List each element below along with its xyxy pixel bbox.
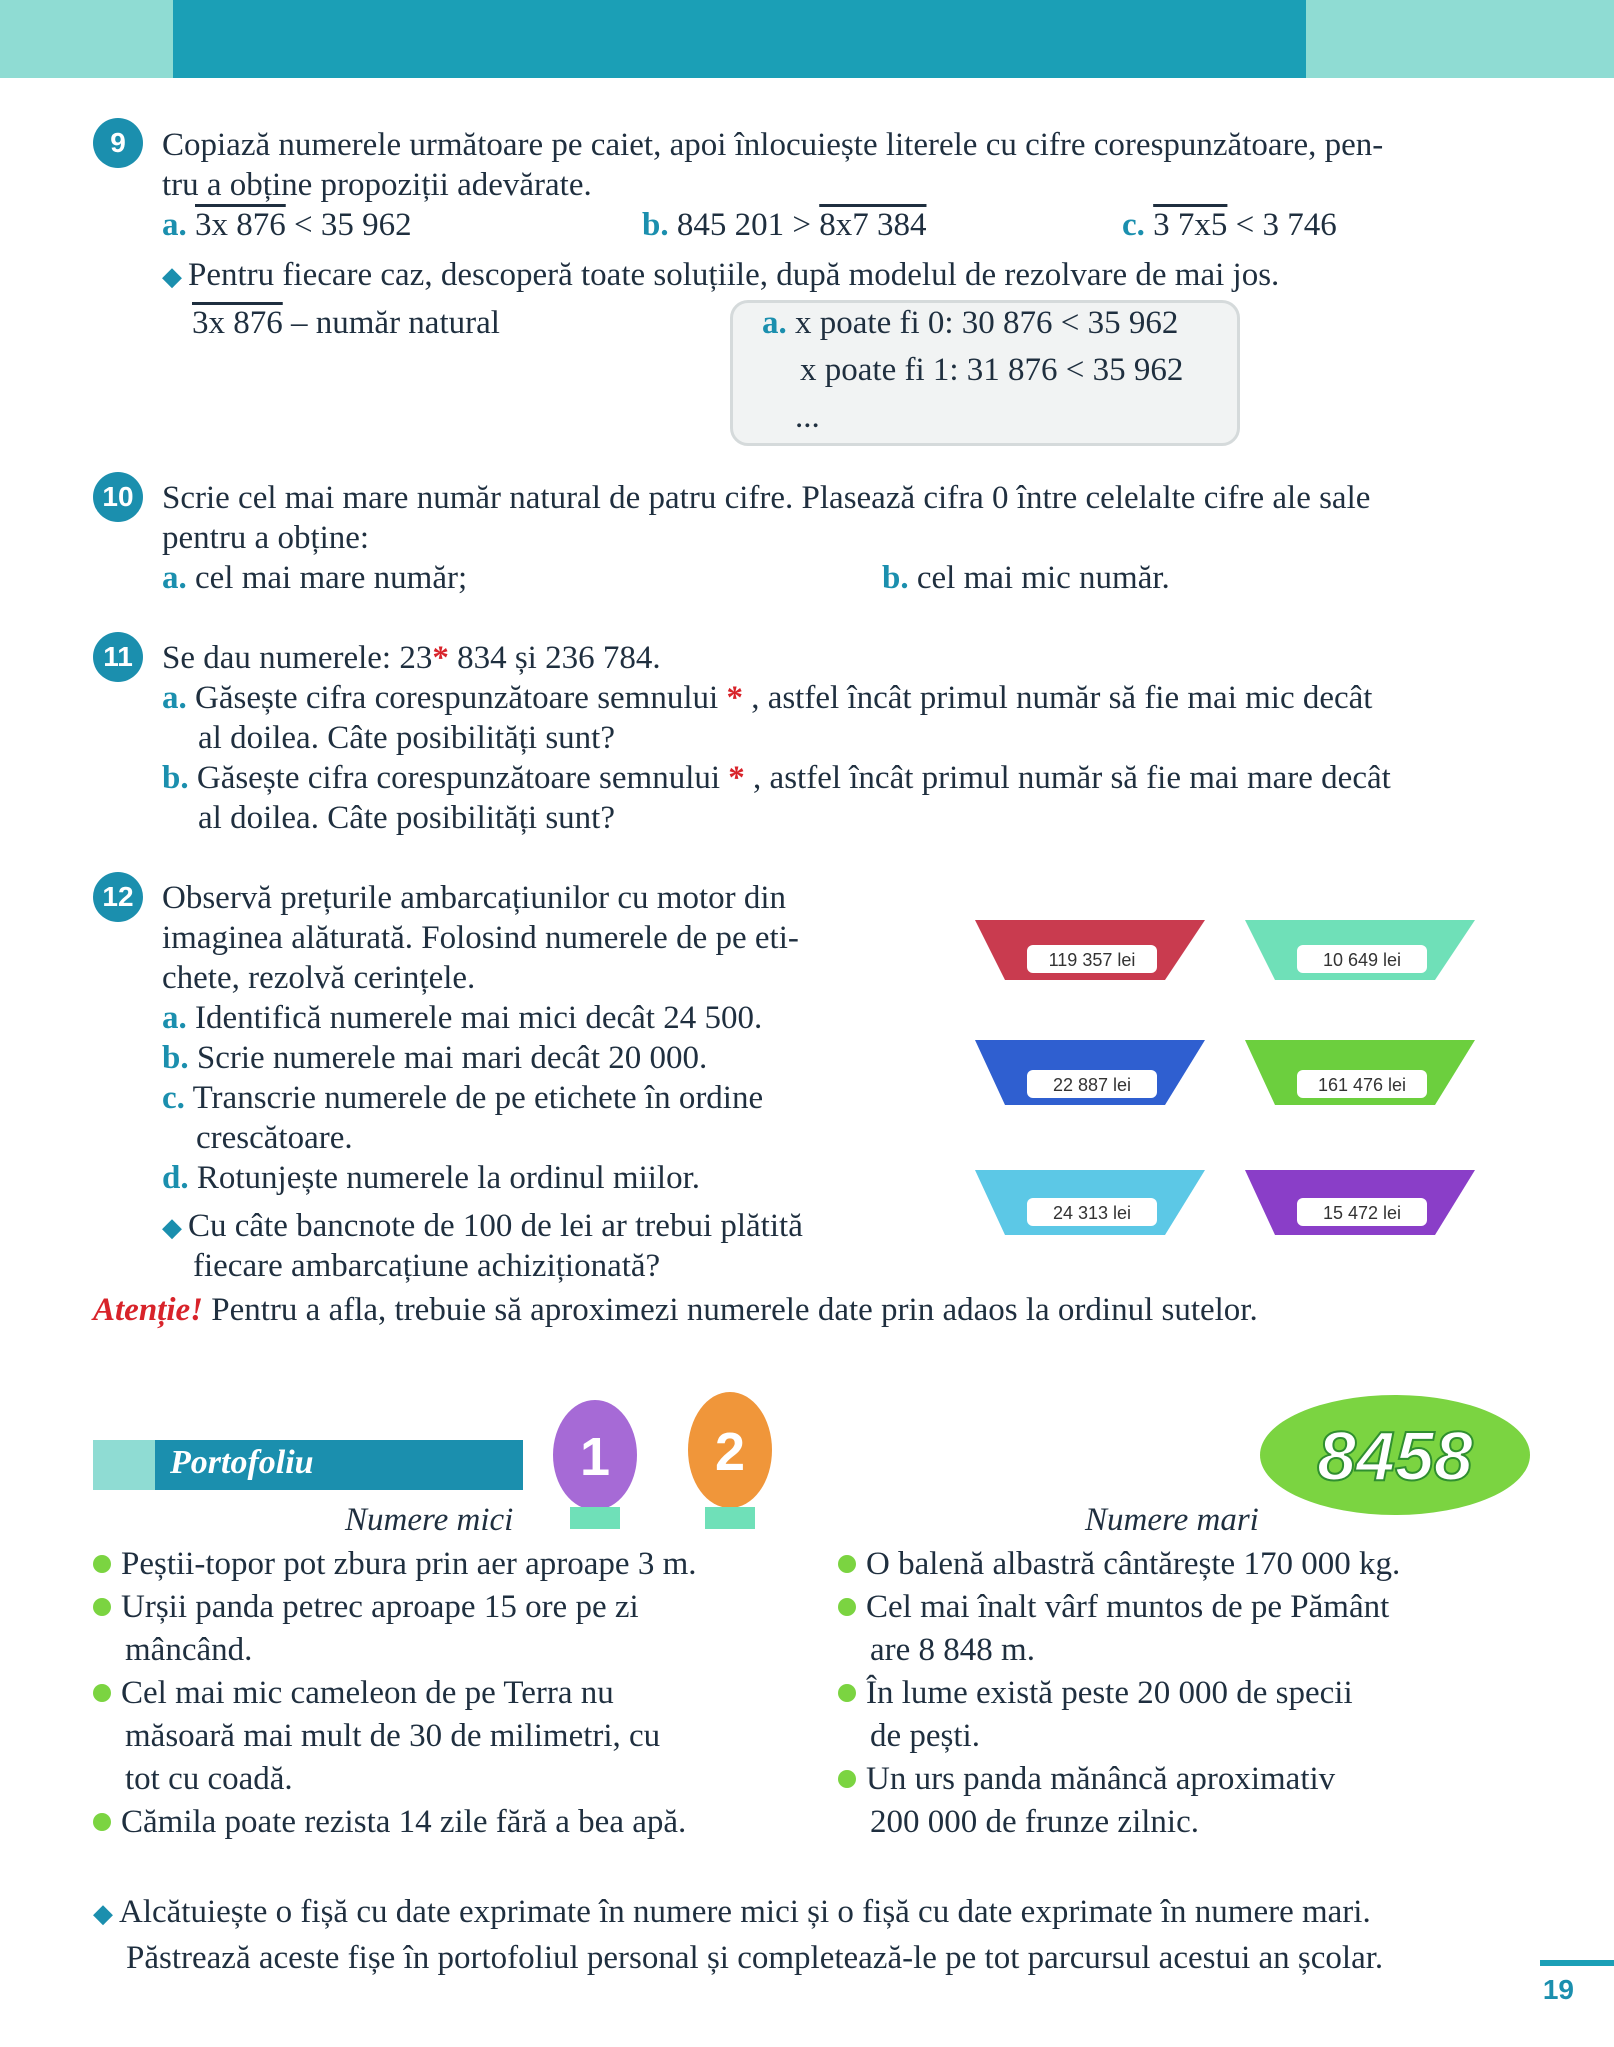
list-item: Peștii-topor pot zbura prin aer aproape 3 m. [93, 1543, 697, 1586]
exercise-10-number: 10 [93, 472, 143, 522]
svg-text:22 887 lei: 22 887 lei [1052, 1075, 1132, 1095]
exercise-11-b: b. Găsește cifra corespunzătoare semnului * , astfel încât primul număr să fie mai mare decât [162, 760, 1391, 796]
exercise-12-line3: chete, rezolvă cerințele. [162, 960, 476, 996]
svg-text:119 357 lei: 119 357 lei [1048, 950, 1136, 970]
list-item: În lume există peste 20 000 de specii [838, 1672, 1400, 1715]
exercise-9-model: 3x 876 – număr natural [192, 305, 500, 341]
big-number-character [1255, 1380, 1535, 1530]
boat-5 [975, 1170, 1205, 1235]
svg-text:10 649 lei: 10 649 lei [1322, 950, 1402, 970]
big-numbers-list: O balenă albastră cântărește 170 000 kg. Cel mai înalt vârf muntos de pe Pământ are 8 848 m. În lume există peste 20 000 de specii de pești. Un urs panda mănâncă aproximativ 200 000 de frunze zilnic. [838, 1543, 1400, 1844]
portfolio-banner-accent [93, 1440, 155, 1490]
exercise-10-text-line2: pentru a obține: [162, 520, 370, 556]
exercise-11-a-line2: al doilea. Câte posibilități sunt? [198, 720, 615, 756]
diamond-icon: ◆ [162, 262, 182, 291]
exercise-12-line1: Observă prețurile ambarcațiunilor cu motor din [162, 880, 787, 916]
exercise-11-b-line2: al doilea. Câte posibilități sunt? [198, 800, 615, 836]
svg-text:24 313 lei: 24 313 lei [1052, 1203, 1132, 1223]
exercise-12-task-line2: fiecare ambarcațiune achiziționată? [193, 1248, 661, 1284]
exercise-12-d: d. Rotunjește numerele la ordinul miilor. [162, 1160, 701, 1196]
list-item: Cel mai înalt vârf muntos de pe Pământ [838, 1586, 1400, 1629]
exercise-9-text-line1: Copiază numerele următoare pe caiet, apoi înlocuiește literele cu cifre corespunzătoare, pen- [162, 127, 1384, 163]
exercise-10-text-line1: Scrie cel mai mare număr natural de patru cifre. Plasează cifra 0 între celelalte cifre ale sale [162, 480, 1371, 516]
list-item: Un urs panda mănâncă aproximativ [838, 1758, 1400, 1801]
exercise-12-number: 12 [93, 872, 143, 922]
exercise-9-task: ◆ Pentru fiecare caz, descoperă toate soluțiile, după modelul de rezolvare de mai jos. [162, 257, 1280, 293]
list-item: Urșii panda petrec aproape 15 ore pe zi [93, 1586, 697, 1629]
exercise-12-line2: imaginea alăturată. Folosind numerele de pe eti- [162, 920, 799, 956]
model-line2: x poate fi 1: 31 876 < 35 962 [800, 352, 1184, 388]
list-item: O balenă albastră cântărește 170 000 kg. [838, 1543, 1400, 1586]
page-number: 19 [1542, 1974, 1574, 2005]
boat-3 [975, 1040, 1205, 1105]
small-numbers-list: Peștii-topor pot zbura prin aer aproape 3 m. Urșii panda petrec aproape 15 ore pe zi mâncând. Cel mai mic cameleon de pe Terra nu măsoară mai mult de 30 de milimetri, cu tot cu coadă. Cămila poate rezista 14 zile fără a bea apă. [93, 1543, 697, 1844]
boat-2 [1245, 920, 1475, 980]
exercise-9-b: b. 845 201 > 8x7 384 [642, 207, 927, 243]
exercise-9-number: 9 [93, 118, 143, 168]
exercise-11-a: a. Găsește cifra corespunzătoare semnului * , astfel încât primul număr să fie mai mic decât [162, 680, 1373, 716]
svg-text:8458: 8458 [1317, 1417, 1473, 1495]
exercise-12-b: b. Scrie numerele mai mari decât 20 000. [162, 1040, 708, 1076]
exercise-9-c: c. 3 7x5 < 3 746 [1122, 207, 1337, 243]
list-item: Cel mai mic cameleon de pe Terra nu [93, 1672, 697, 1715]
portfolio-title: Portofoliu [170, 1444, 314, 1481]
diamond-icon: ◆ [162, 1213, 182, 1242]
svg-text:161 476 lei: 161 476 lei [1317, 1075, 1407, 1095]
exercise-10-a: a. cel mai mare număr; [162, 560, 468, 596]
svg-text:2: 2 [714, 1422, 746, 1482]
exercise-12-a: a. Identifică numerele mai mici decât 24 500. [162, 1000, 763, 1036]
boat-4 [1245, 1040, 1475, 1105]
exercise-12-c-line2: crescătoare. [196, 1120, 353, 1156]
model-line1: a. x poate fi 0: 30 876 < 35 962 [762, 305, 1179, 341]
number-characters [545, 1375, 815, 1535]
exercise-12-task: ◆ Cu câte bancnote de 100 de lei ar trebui plătită [162, 1208, 803, 1244]
boat-1 [975, 920, 1205, 980]
portfolio-task: ◆ Alcătuiește o fișă cu date exprimate în numere mici și o fișă cu date exprimate în numere mari. Păstrează aceste fișe în portofoliul personal și completează-le pe tot parcursul acestui an școlar. [93, 1894, 1384, 1976]
atentie-note: Atenție! Pentru a afla, trebuie să aproximezi numerele date prin adaos la ordinul sutelor. [93, 1292, 1258, 1328]
exercise-11-intro: Se dau numerele: 23* 834 și 236 784. [162, 640, 661, 676]
page-number-line [1540, 1960, 1614, 1966]
expr-3x876: 3x 876 [195, 207, 286, 243]
model-line3: ... [795, 399, 820, 435]
exercise-9-a: a. 3x 876 < 35 962 [162, 207, 412, 243]
list-item: Cămila poate rezista 14 zile fără a bea apă. [93, 1801, 697, 1844]
svg-text:1: 1 [579, 1427, 611, 1487]
boat-6 [1245, 1170, 1475, 1235]
small-numbers-heading: Numere mici [345, 1502, 514, 1538]
exercise-10-b: b. cel mai mic număr. [882, 560, 1170, 596]
exercise-12-c: c. Transcrie numerele de pe etichete în ordine [162, 1080, 764, 1116]
diamond-icon: ◆ [93, 1899, 113, 1928]
top-band-accent [173, 0, 1306, 78]
exercise-11-number: 11 [93, 632, 143, 682]
big-numbers-heading: Numere mari [1085, 1502, 1259, 1538]
boats-illustration [955, 880, 1495, 1240]
exercise-9-text-line2: tru a obține propoziții adevărate. [162, 167, 592, 203]
svg-text:15 472 lei: 15 472 lei [1322, 1203, 1402, 1223]
